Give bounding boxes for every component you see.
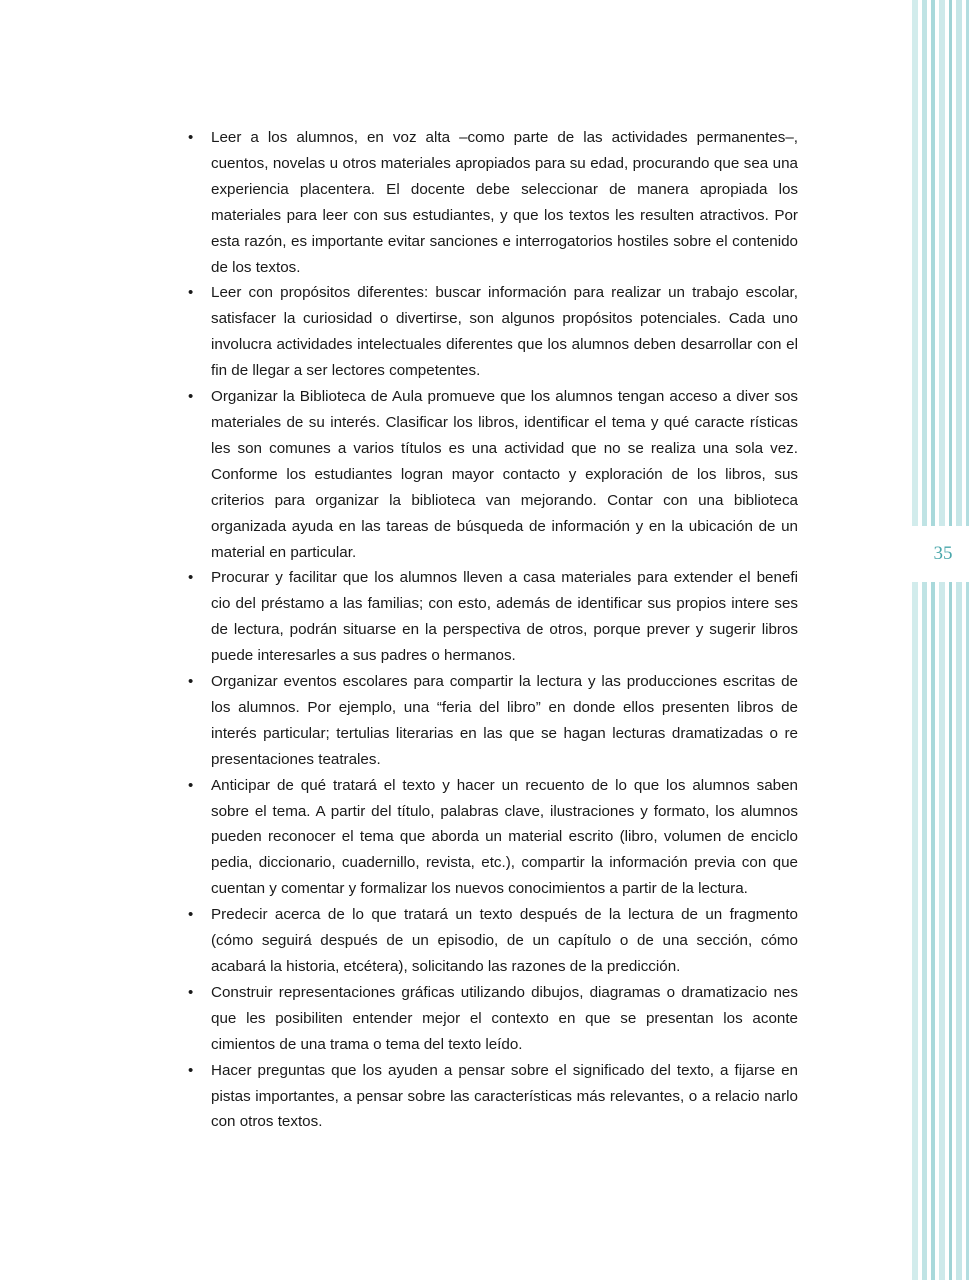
stripe [939, 0, 945, 1280]
text-line: una experiencia placentera. El docente debe seleccionar de manera apropiada los [211, 154, 798, 198]
list-item [184, 280, 798, 384]
stripe [956, 0, 962, 1280]
bullet-icon: • [188, 673, 194, 691]
text-line: cuentan y comentar y formalizar los nuevos conocimientos a partir de la lectura. [211, 880, 748, 898]
bullet-icon: • [188, 1061, 194, 1079]
text-line: Leer a los alumnos, en voz alta –como parte de las actividades permanentes–, [211, 129, 798, 146]
stripe [949, 0, 952, 1280]
text-line: (cómo seguirá después de un episodio, de un capítulo o de una sección, cómo [211, 932, 798, 950]
list-item [184, 980, 798, 1058]
text-line: vez. Conforme los estudiantes logran mayor contacto y exploración de los libros, [211, 439, 798, 483]
text-line: satisfacer la curiosidad o divertirse, son algunos propósitos potenciales. Cada uno [211, 310, 798, 328]
text-line: con el fin de llegar a ser lectores competentes. [211, 336, 798, 380]
text-line: Anticipar de qué tratará el texto y hacer un recuento de lo que los alumnos saben [211, 776, 798, 794]
bullet-icon: • [188, 569, 194, 587]
list-item [184, 565, 798, 669]
text-line: sus criterios para organizar la biblioteca van mejorando. Contar con una biblioteca [211, 465, 798, 509]
text-line: un material en particular. [211, 517, 798, 561]
text-line: Por esta razón, es importante evitar sanciones e interrogatorios hostiles sobre el [211, 206, 798, 250]
text-line: Construir representaciones gráficas utilizando dibujos, diagramas o dramatizacio [211, 983, 768, 1001]
text-line: Leer con propósitos diferentes: buscar información para realizar un trabajo escolar, [211, 284, 798, 302]
list-item [184, 902, 798, 980]
page-body [184, 125, 798, 1135]
stripe [922, 0, 927, 1280]
text-line: nes que les posibiliten entender mejor el contexto en que se presentan los aconte [211, 983, 798, 1027]
list-item [184, 384, 798, 565]
bullet-icon: • [188, 906, 194, 924]
list-item [184, 669, 798, 773]
page-number: 35 [933, 543, 953, 564]
text-line: pistas importantes, a pensar sobre las características más relevantes, o a relacio [211, 1087, 760, 1105]
text-line: cio del préstamo a las familias; con esto, además de identificar sus propios intere [211, 595, 770, 613]
text-line: Procurar y facilitar que los alumnos lleven a casa materiales para extender el benefi [211, 569, 798, 587]
text-line: pueden reconocer el tema que aborda un material escrito (libro, volumen de enciclo [211, 828, 798, 846]
text-line: Organizar la Biblioteca de Aula promueve que los alumnos tengan acceso a diver [211, 388, 770, 406]
stripe [912, 0, 918, 1280]
text-line: Organizar eventos escolares para compartir la lectura y las producciones escritas [211, 673, 782, 691]
bullet-icon: • [188, 284, 194, 302]
bullet-list [184, 125, 798, 1135]
text-line: sobre el tema. A partir del título, palabras clave, ilustraciones y formato, los alumnos [211, 802, 798, 820]
text-line: interés particular; tertulias literarias en las que se hagan lecturas dramatizadas o re [211, 724, 798, 742]
text-line: libros puede interesarles a sus padres o hermanos. [211, 621, 798, 665]
text-line: presentaciones teatrales. [211, 750, 381, 768]
text-line: pedia, diccionario, cuadernillo, revista, etc.), compartir la información previa con que [211, 854, 798, 872]
bullet-icon: • [188, 129, 194, 146]
text-line: narlo con otros textos. [211, 1087, 798, 1131]
decorative-side-stripes [912, 0, 972, 1280]
text-line: ses de lectura, podrán situarse en la perspectiva de otros, porque prever y sugerir [211, 595, 798, 639]
list-item [184, 1058, 798, 1136]
page-number-box [912, 526, 972, 582]
text-line: materiales para leer con sus estudiantes, y que los textos les resulten atractivos. [211, 206, 775, 224]
text-line: rísticas les son comunes a varios títulos es una actividad que no se realiza una sola [211, 413, 798, 457]
text-line: sos materiales de su interés. Clasificar los libros, identificar el tema y qué caracte [211, 388, 798, 431]
stripe [966, 0, 969, 1280]
text-line: cimientos de una trama o tema del texto leído. [211, 1035, 523, 1053]
text-line: Predecir acerca de lo que tratará un texto después de la lectura de un fragmento [211, 906, 798, 924]
text-line: acabará la historia, etcétera), solicitando las razones de la predicción. [211, 958, 681, 975]
text-line: organizada ayuda en las tareas de búsqueda de información y en la ubicación de [211, 517, 782, 535]
bullet-icon: • [188, 776, 194, 794]
text-line: Hacer preguntas que los ayuden a pensar sobre el significado del texto, a fijarse en [211, 1061, 798, 1079]
text-line: de los alumnos. Por ejemplo, una “feria del libro” en donde ellos presenten libros de [211, 673, 798, 716]
bullet-icon: • [188, 983, 194, 1001]
stripe [931, 0, 935, 1280]
text-line: contenido de los textos. [211, 232, 798, 276]
list-item [184, 773, 798, 903]
bullet-icon: • [188, 388, 194, 406]
list-item [184, 125, 798, 280]
text-line: cuentos, novelas u otros materiales apropiados para su edad, procurando que sea [211, 154, 773, 172]
text-line: involucra actividades intelectuales diferentes que los alumnos deben desarrollar [211, 336, 758, 354]
